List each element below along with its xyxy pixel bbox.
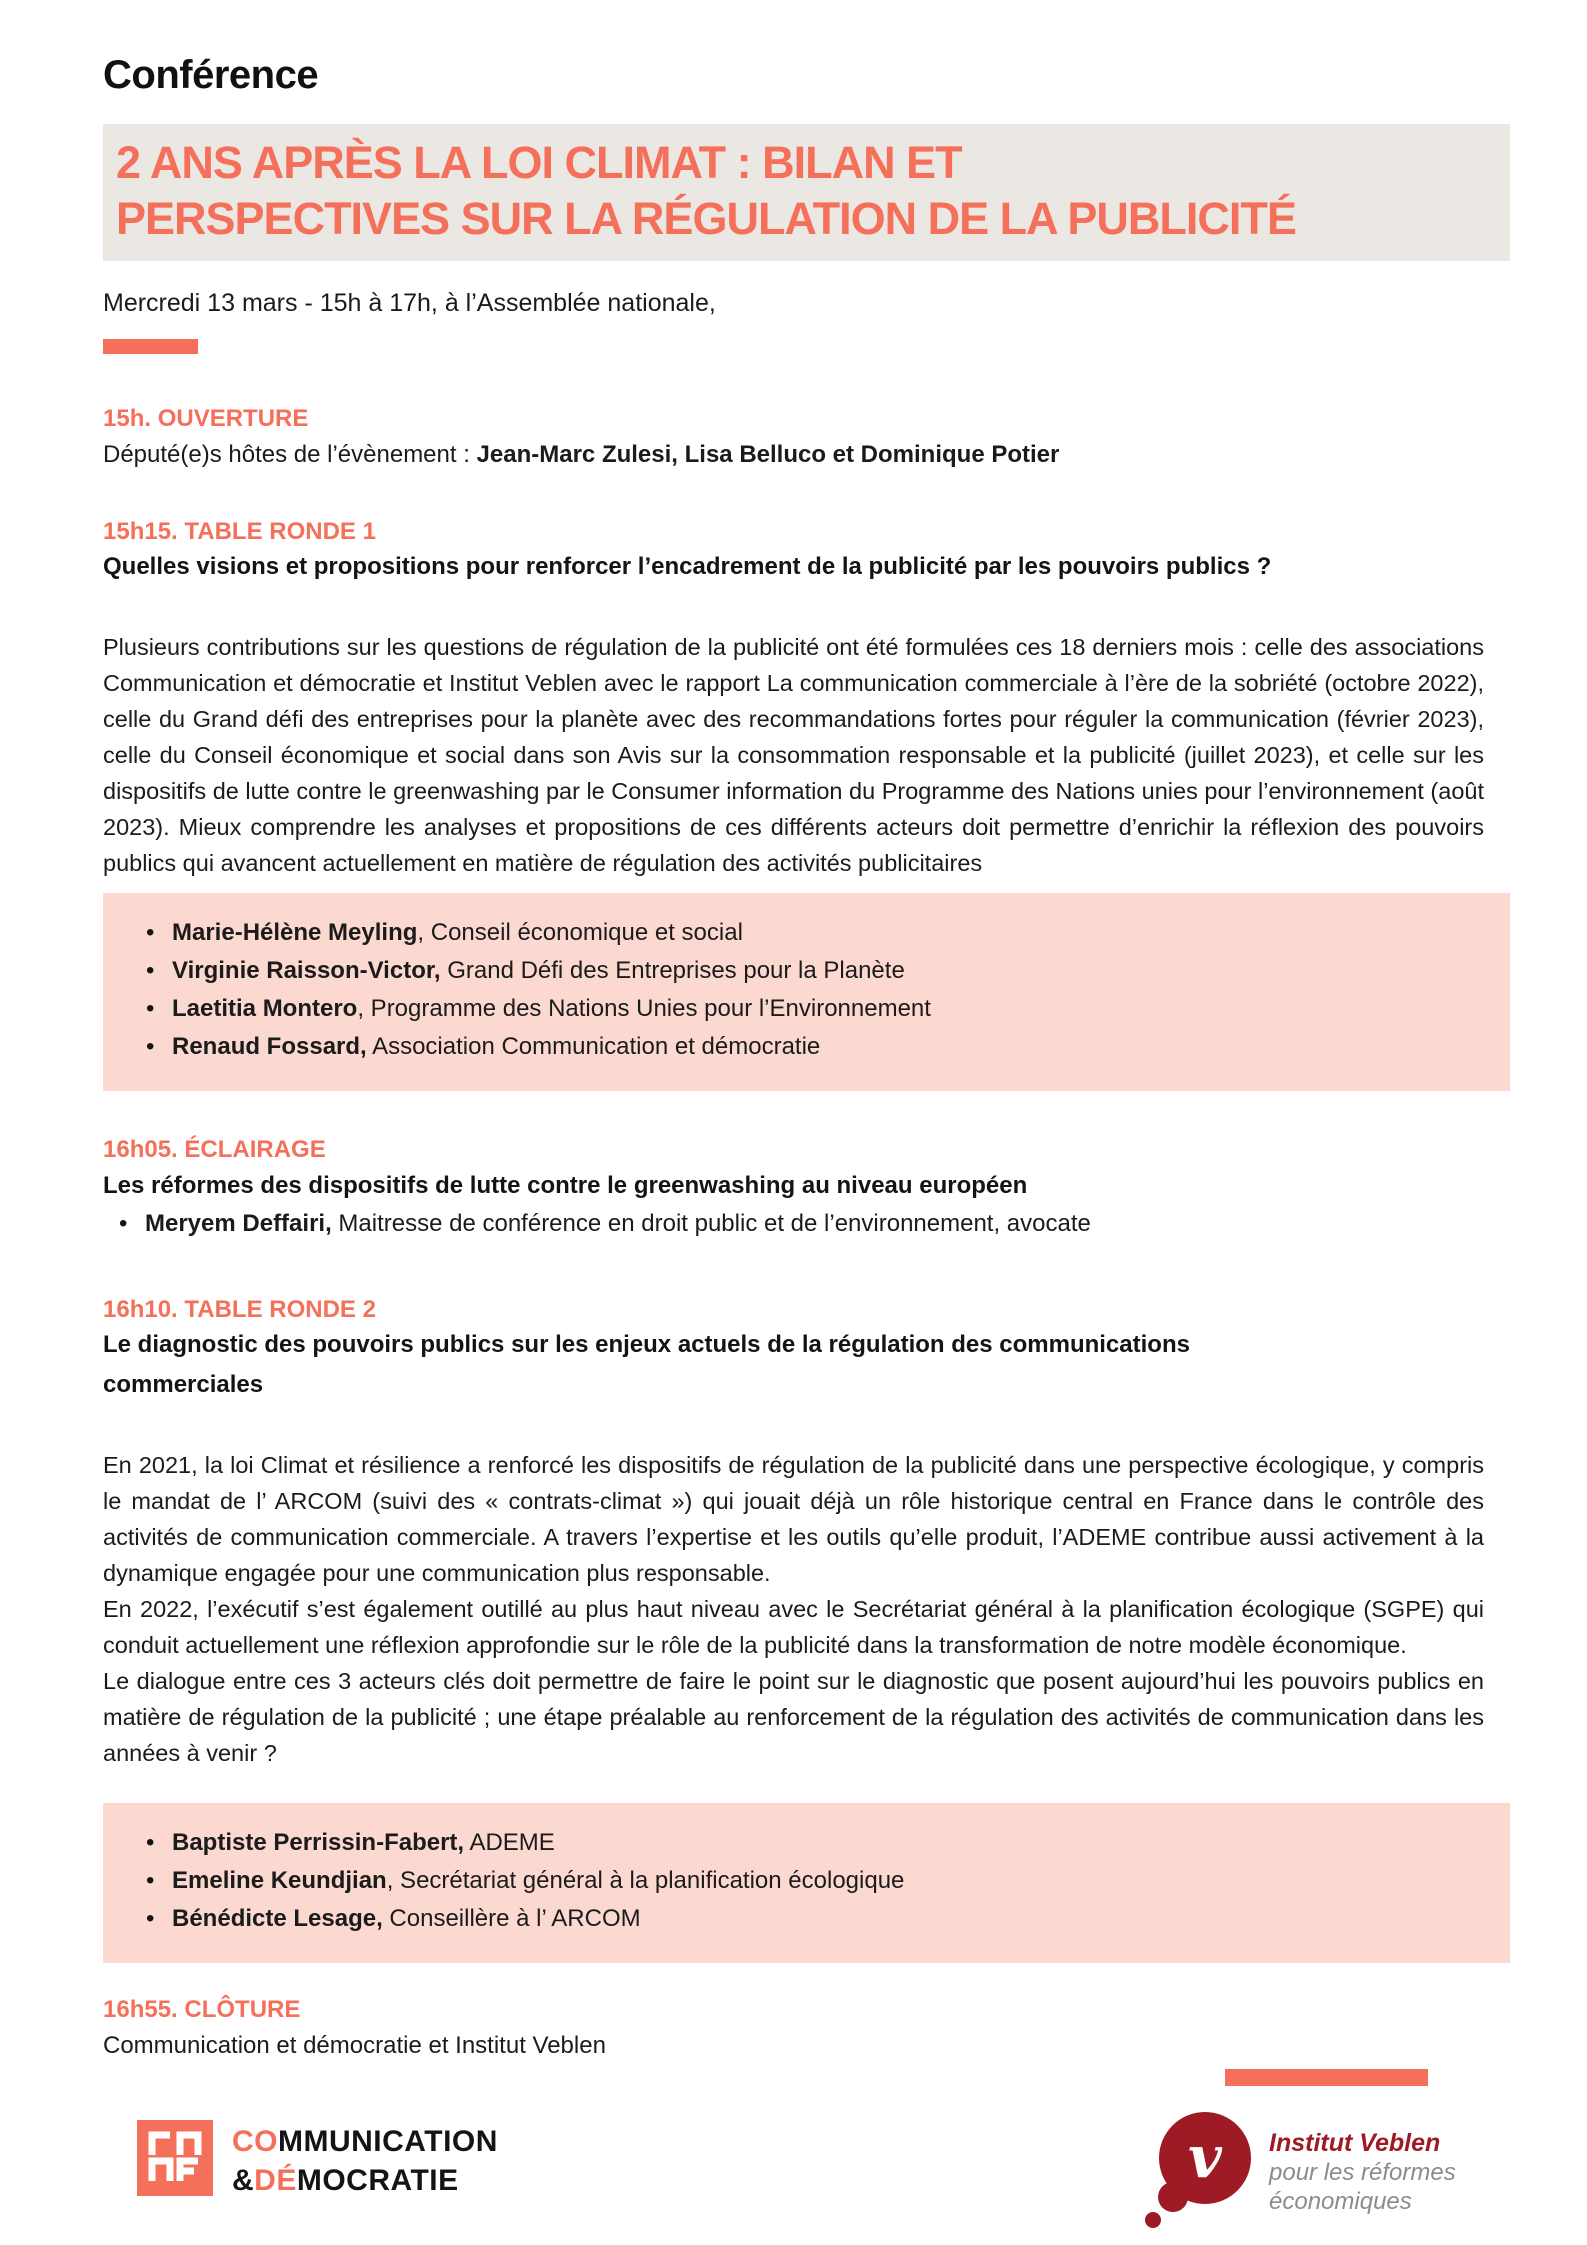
speaker-role: , Conseil économique et social: [417, 919, 743, 946]
speaker-role: , Programme des Nations Unies pour l’Environnement: [357, 995, 931, 1022]
tr2-speaker-box: [103, 1803, 1510, 1963]
tr2-speaker-list: [144, 1824, 1480, 1938]
tr2-paragraph-2: En 2022, l’exécutif s’est également outillé au plus haut niveau avec le Secrétariat général à la planification écologique (SGPE) qui conduit actuellement une réflexion approfondie sur le rôle de la publicité dans la transformation de notre modèle économique.: [103, 1596, 1484, 1658]
comdem-logo-icon: [137, 2120, 213, 2201]
veblen-tagline-line1: pour les réformes: [1269, 2159, 1456, 2186]
section-ouverture: [103, 404, 1510, 470]
speaker-role: ADEME: [464, 1829, 555, 1856]
speaker-role: Conseillère à l’ ARCOM: [382, 1905, 641, 1932]
ouverture-hosts-line: [103, 440, 1510, 470]
cloture-time-title: 16h55. CLÔTURE: [103, 1996, 301, 2023]
speaker-name: Baptiste Perrissin-Fabert,: [172, 1829, 465, 1856]
tr2-paragraph-3: Le dialogue entre ces 3 acteurs clés doit permettre de faire le point sur le diagnostic que posent aujourd’hui les pouvoirs publics en matière de régulation de la publicité ; une étape préalable au renforcement de la régulation des activités de communication dans les années à venir ?: [103, 1668, 1484, 1766]
speaker-name: Marie-Hélène Meyling: [172, 919, 418, 946]
tr2-subtitle: Le diagnostic des pouvoirs publics sur les enjeux actuels de la régulation des communications commerciales: [103, 1331, 1190, 1398]
speaker-name: Emeline Keundjian: [172, 1867, 387, 1894]
event-date-location: Mercredi 13 mars - 15h à 17h, à l’Assemblée nationale,: [103, 289, 716, 317]
comdem-line1: [232, 2122, 498, 2161]
svg-text:v: v: [1188, 2123, 1222, 2191]
comdem-line2-accent: DÉ: [254, 2163, 297, 2197]
accent-divider: [103, 339, 198, 354]
comdem-line1-accent: CO: [232, 2124, 278, 2158]
tr2-description: [103, 1447, 1510, 1771]
speaker-name: Virginie Raisson-Victor,: [172, 957, 441, 984]
speaker-item: [144, 914, 1480, 952]
speaker-name: Renaud Fossard,: [172, 1033, 367, 1060]
speaker-item: [144, 1862, 1480, 1900]
tr1-description: Plusieurs contributions sur les questions de régulation de la publicité ont été formulées ces 18 derniers mois : celle des associations Communication et démocratie et Institut Veblen avec le rapport La communication commerciale à l’ère de la sobriété (octobre 2022), celle du Grand défi des entreprises pour la planète avec des recommandations fortes pour réguler la communication (février 2023), celle du Conseil économique et social dans son Avis sur la consommation responsable et la publicité (juillet 2023), et celle sur les dispositifs de lutte contre le greenwashing par le Consumer information du Programme des Nations unies pour l’environnement (août 2023). Mieux comprendre les analyses et propositions de ces différents acteurs doit permettre d’enrichir la réflexion des pouvoirs publics qui avancent actuellement en matière de régulation des activités publicitaires: [103, 634, 1484, 876]
veblen-logo: [1143, 2108, 1456, 2235]
tr1-time-title: 15h15. TABLE RONDE 1: [103, 518, 376, 545]
section-table-ronde-1: [103, 517, 1510, 1091]
page-kicker: Conférence: [103, 53, 319, 97]
eclairage-speaker-list: [103, 1205, 1510, 1243]
comdem-line2-rest: MOCRATIE: [296, 2163, 459, 2197]
comdem-logo: [137, 2120, 498, 2201]
title-line-1: 2 ANS APRÈS LA LOI CLIMAT : BILAN ET: [116, 137, 962, 188]
veblen-logo-icon: [1143, 2108, 1253, 2235]
veblen-name: Institut Veblen: [1269, 2129, 1441, 2157]
comdem-logo-text: [232, 2122, 498, 2200]
veblen-accent-bar: [1225, 2069, 1428, 2086]
comdem-line2-prefix: &: [232, 2163, 255, 2197]
title-banner: [103, 124, 1510, 261]
tr2-time-title: 16h10. TABLE RONDE 2: [103, 1296, 376, 1323]
speaker-role: , Secrétariat général à la planification écologique: [386, 1867, 905, 1894]
section-eclairage: [103, 1135, 1510, 1243]
speaker-item: [144, 1028, 1480, 1066]
title-line-2: PERSPECTIVES SUR LA RÉGULATION DE LA PUBLICITÉ: [116, 193, 1296, 244]
speaker-item: [144, 990, 1480, 1028]
tr1-speaker-box: [103, 893, 1510, 1091]
speaker-name: Bénédicte Lesage,: [172, 1905, 383, 1932]
speaker-role: Association Communication et démocratie: [366, 1033, 821, 1060]
speaker-name: Meryem Deffairi,: [145, 1210, 332, 1237]
speaker-item: [144, 1900, 1480, 1938]
tr1-subtitle: Quelles visions et propositions pour renforcer l’encadrement de la publicité par les pouvoirs publics ?: [103, 553, 1272, 580]
veblen-tagline-line2: économiques: [1269, 2188, 1412, 2215]
speaker-name: Laetitia Montero: [172, 995, 358, 1022]
eclairage-time-title: 16h05. ÉCLAIRAGE: [103, 1136, 326, 1163]
speaker-item: [144, 952, 1480, 990]
speaker-role: Maitresse de conférence en droit public et de l’environnement, avocate: [331, 1210, 1091, 1237]
speaker-item: [144, 1824, 1480, 1862]
speaker-role: Grand Défi des Entreprises pour la Planète: [440, 957, 905, 984]
tr2-paragraph-1: En 2021, la loi Climat et résilience a renforcé les dispositifs de régulation de la publicité dans une perspective écologique, y compris le mandat de l’ ARCOM (suivi des « contrats-climat ») qui jouait déjà un rôle historique central en France dans le contrôle des activités de communication commerciale. A travers l’expertise et les outils qu’elle produit, l’ADEME contribue aussi activement à la dynamique engagée pour une communication plus responsable.: [103, 1452, 1484, 1586]
eclairage-subtitle: Les réformes des dispositifs de lutte contre le greenwashing au niveau européen: [103, 1172, 1028, 1199]
ouverture-time-title: 15h. OUVERTURE: [103, 405, 309, 432]
speaker-item: [117, 1205, 1510, 1243]
ouverture-intro: Député(e)s hôtes de l’évènement :: [103, 441, 477, 468]
comdem-line2: [232, 2161, 498, 2200]
section-table-ronde-2: [103, 1295, 1510, 1963]
cloture-subtitle: Communication et démocratie et Institut Veblen: [103, 2032, 606, 2059]
comdem-line1-rest: MMUNICATION: [278, 2124, 498, 2158]
veblen-logo-text: [1269, 2108, 1456, 2235]
section-cloture: [103, 1995, 1510, 2061]
tr1-speaker-list: [144, 914, 1480, 1066]
ouverture-host-names: Jean-Marc Zulesi, Lisa Belluco et Dominique Potier: [476, 441, 1060, 468]
